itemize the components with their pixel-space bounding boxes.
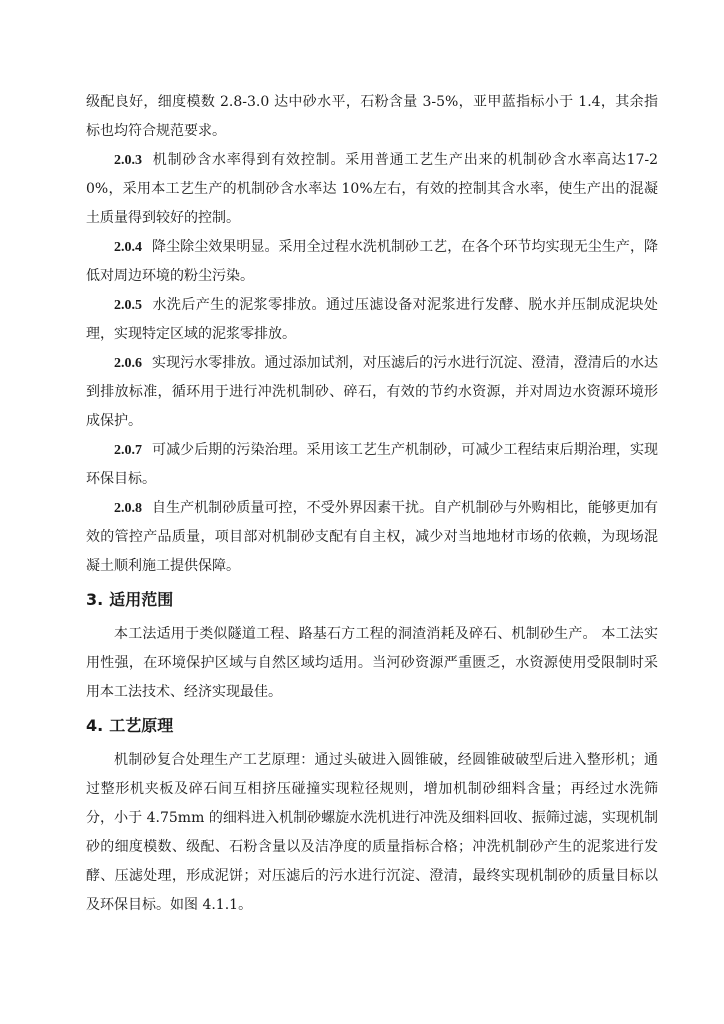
item-text: 自生产机制砂质量可控，不受外界因素干扰。自产机制砂与外购相比，能够更加有效的管控产品质量，项目部对机制砂支配有自主权，减少对当地地材市场的依赖，为现场混凝土顺利施工提供保障。 (86, 500, 658, 574)
item-number: 2.0.7 (114, 443, 142, 458)
section-title: 适用范围 (109, 590, 174, 609)
item-2-0-4 (86, 233, 658, 291)
item-2-0-8 (86, 494, 658, 581)
item-2-0-5 (86, 291, 658, 349)
section-4-paragraph: 机制砂复合处理生产工艺原理：通过头破进入圆锥破，经圆锥破破型后进入整形机；通过整形机夹板及碎石间互相挤压碰撞实现粒径规则，增加机制砂细料含量；再经过水洗筛分，小于 4.75mm 的细料进入机制砂螺旋水洗机进行冲洗及细料回收、振筛过滤，实现机制砂的细度模数、级配、石粉含量以及洁净度的质量指标合格；冲洗机制砂产生的泥浆进行发酵、压滤处理，形成泥饼；对压滤后的污水进行沉淀、澄清，最终实现机制砂的质量目标以及环保目标。如图 4.1.1。 (86, 752, 658, 913)
item-text: 降尘除尘效果明显。采用全过程水洗机制砂工艺，在各个环节均实现无尘生产，降低对周边环境的粉尘污染。 (86, 239, 658, 284)
section-3-heading (86, 590, 658, 610)
item-number: 2.0.3 (114, 153, 142, 168)
section-3-paragraph: 本工法适用于类似隧道工程、路基石方工程的洞渣消耗及碎石、机制砂生产。 本工法实用性强，在环境保护区域与自然区域均适用。当河砂资源严重匮乏，水资源使用受限制时采用本工法技术、经济实现最佳。 (86, 626, 658, 700)
item-number: 2.0.4 (114, 240, 142, 255)
section-4-heading (86, 716, 658, 736)
item-number: 2.0.6 (114, 356, 142, 371)
item-number: 2.0.5 (114, 298, 142, 313)
section-number: 3. (86, 590, 104, 609)
section-title: 工艺原理 (109, 716, 174, 735)
item-2-0-6 (86, 349, 658, 436)
item-text: 实现污水零排放。通过添加试剂，对压滤后的污水进行沉淀、澄清，澄清后的水达到排放标准，循环用于进行冲洗机制砂、碎石，有效的节约水资源，并对周边水资源环境形成保护。 (86, 355, 658, 429)
section-number: 4. (86, 716, 104, 735)
item-text: 水洗后产生的泥浆零排放。通过压滤设备对泥浆进行发酵、脱水并压制成泥块处理，实现特定区域的泥浆零排放。 (86, 297, 658, 342)
item-2-0-3 (86, 146, 658, 233)
item-number: 2.0.8 (114, 501, 142, 516)
intro-paragraph: 级配良好，细度模数 2.8-3.0 达中砂水平，石粉含量 3-5%，亚甲蓝指标小于 1.4，其余指标也均符合规范要求。 (86, 94, 658, 139)
item-text: 可减少后期的污染治理。采用该工艺生产机制砂，可减少工程结束后期治理，实现环保目标。 (86, 442, 658, 487)
item-text: 机制砂含水率得到有效控制。采用普通工艺生产出来的机制砂含水率高达17-20%，采用本工艺生产的机制砂含水率达 10%左右，有效的控制其含水率，使生产出的混凝土质量得到较好的控制。 (86, 152, 658, 226)
item-2-0-7 (86, 436, 658, 494)
page-content (86, 88, 658, 920)
